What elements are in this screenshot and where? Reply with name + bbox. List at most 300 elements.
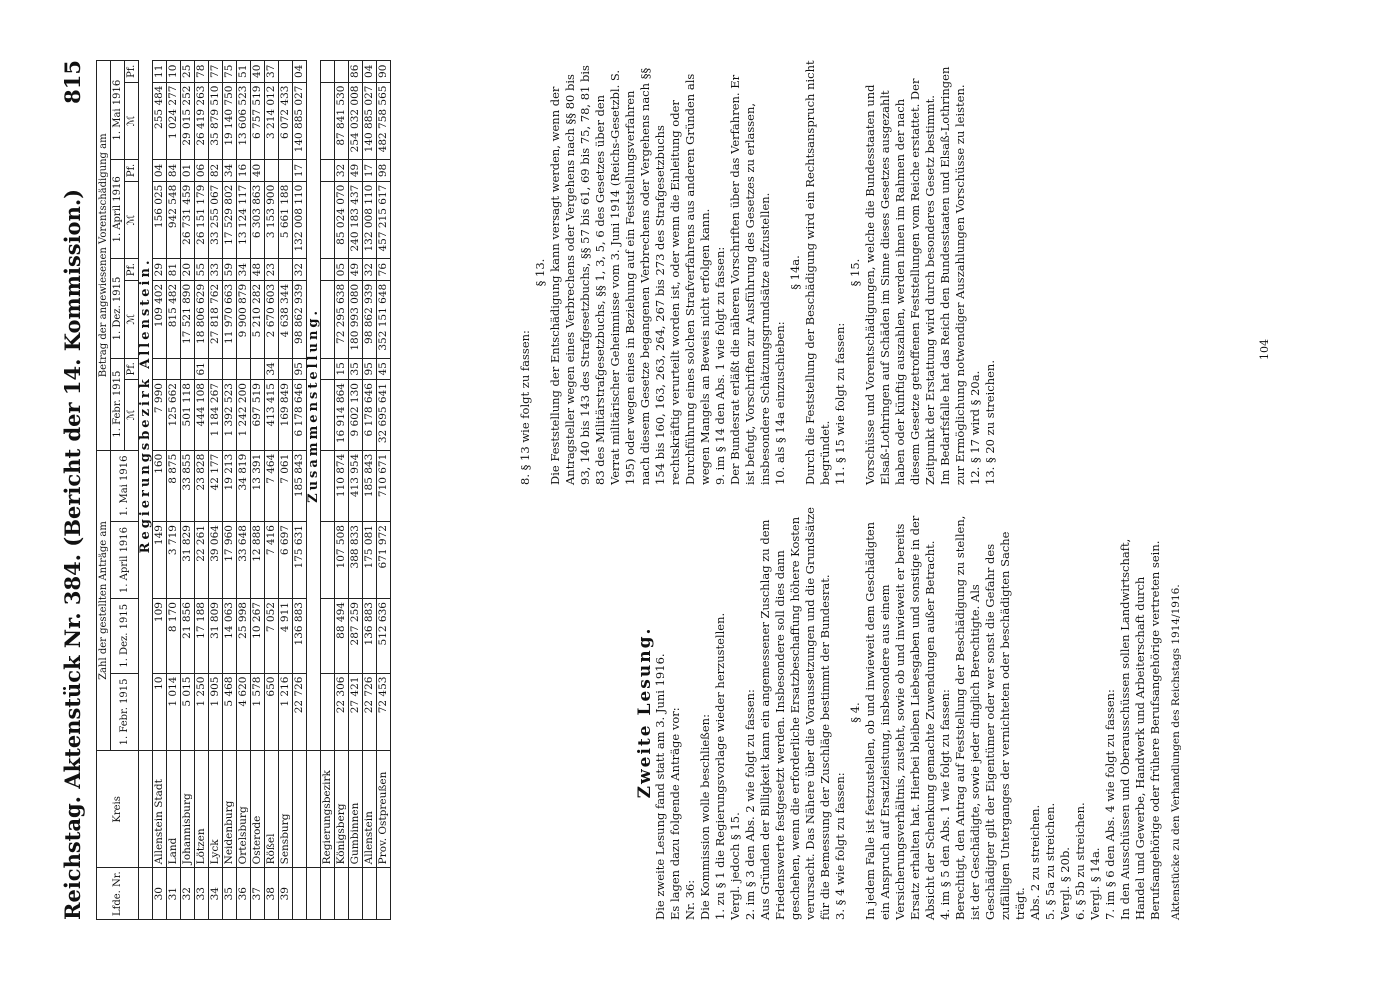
amount-pf-cell: 04 bbox=[363, 61, 377, 83]
row-kreis: Königsberg bbox=[335, 751, 349, 868]
group-a-header: Zahl der gestellten Anträge am bbox=[97, 450, 111, 751]
table-row bbox=[293, 61, 307, 920]
text-line: Der Bundesrat erläßt die näheren Vorschriften über das Verfahren. Er ist befugt, Vorschriften zur Ausführung des Gesetzes zu erlassen, insbesondere Schätzungsgrundsätze aufzustellen. bbox=[728, 74, 772, 485]
amount-mark-cell: 109 402 bbox=[153, 280, 167, 358]
table-row bbox=[349, 61, 363, 920]
amount-pf-cell: 10 bbox=[167, 61, 181, 83]
row-kreis: Land bbox=[167, 751, 181, 868]
date-header: 1. Febr. 1915 bbox=[111, 673, 139, 751]
count-cell: 7 464 bbox=[265, 450, 279, 521]
text-line: 12. § 17 wird § 20a. bbox=[968, 370, 982, 485]
table-row bbox=[251, 61, 265, 920]
row-kreis: Johannisburg bbox=[181, 751, 195, 868]
amount-mark-cell: 5 210 282 bbox=[251, 280, 265, 358]
count-cell: 42 177 bbox=[209, 450, 223, 521]
amount-mark-cell: 17 529 802 bbox=[223, 181, 237, 259]
row-kreis: Ortelsburg bbox=[237, 751, 251, 868]
amount-mark-cell: 1 392 523 bbox=[223, 380, 237, 451]
amount-mark-cell: 444 108 bbox=[195, 380, 209, 451]
amount-pf-cell: 32 bbox=[335, 160, 349, 181]
amount-mark-cell: 13 124 117 bbox=[237, 181, 251, 259]
count-cell: 10 267 bbox=[251, 599, 265, 673]
table-row bbox=[195, 61, 209, 920]
count-cell: 185 843 bbox=[293, 450, 307, 521]
amount-mark-cell: 942 548 bbox=[167, 181, 181, 259]
count-cell: 4 911 bbox=[279, 599, 293, 673]
text-line: Vergl. jedoch § 15. bbox=[728, 812, 742, 920]
empty-cell bbox=[321, 160, 335, 181]
count-cell: 19 213 bbox=[223, 450, 237, 521]
amount-pf-cell: 33 bbox=[209, 259, 223, 280]
row-kreis: Rößel bbox=[265, 751, 279, 868]
amount-pf-cell bbox=[209, 358, 223, 379]
page-number-top: 815 bbox=[60, 60, 85, 104]
amount-pf-cell bbox=[279, 160, 293, 181]
amount-mark-cell: 1 242 200 bbox=[237, 380, 251, 451]
amount-pf-cell: 34 bbox=[265, 358, 279, 379]
text-line: § 14a. bbox=[788, 255, 802, 290]
count-cell: 17 188 bbox=[195, 599, 209, 673]
amount-pf-cell: 01 bbox=[181, 160, 195, 181]
row-number bbox=[363, 868, 377, 920]
count-cell: 710 671 bbox=[377, 450, 391, 521]
count-cell: 8 170 bbox=[167, 599, 181, 673]
amount-pf-cell: 20 bbox=[181, 259, 195, 280]
date-header: 1. Mai 1916 bbox=[111, 450, 139, 521]
text-line: Berechtigt, den Antrag auf Feststellung der Beschädigung zu stellen, ist der Geschädigte, sowie jeder dinglich Berechtigte. Als Geschädigter gilt der Eigentümer oder wer sonst die Gefahr des zufälligen Unterganges der vernichteten oder beschädigten Sache trägt. bbox=[953, 515, 1027, 920]
table-row bbox=[167, 61, 181, 920]
empty-cell bbox=[321, 61, 335, 83]
amount-pf-cell: 77 bbox=[209, 61, 223, 83]
amount-pf-cell: 17 bbox=[293, 160, 307, 181]
text-line: 11. § 15 wie folgt zu fassen: bbox=[833, 322, 847, 485]
amount-mark-cell: 35 879 510 bbox=[209, 82, 223, 160]
amount-mark-cell: 352 151 648 bbox=[377, 280, 391, 358]
row-number: 39 bbox=[279, 868, 293, 920]
empty-cell bbox=[321, 280, 335, 358]
text-line: Nr. 36: bbox=[683, 879, 697, 920]
amount-mark-cell: 6 757 519 bbox=[251, 82, 265, 160]
amount-pf-cell: 34 bbox=[237, 259, 251, 280]
amount-pf-cell: 75 bbox=[223, 61, 237, 83]
count-cell: 1 250 bbox=[195, 673, 209, 751]
sum-header: Regierungsbezirk bbox=[321, 751, 335, 868]
table-row bbox=[181, 61, 195, 920]
amount-pf-cell bbox=[153, 358, 167, 379]
row-number: 32 bbox=[181, 868, 195, 920]
amount-pf-cell: 29 bbox=[153, 259, 167, 280]
amount-mark-cell: 72 295 638 bbox=[335, 280, 349, 358]
count-cell: 7 052 bbox=[265, 599, 279, 673]
right-column bbox=[518, 60, 998, 485]
count-cell: 33 648 bbox=[237, 522, 251, 599]
count-cell: 22 261 bbox=[195, 522, 209, 599]
amount-pf-cell: 35 bbox=[349, 358, 363, 379]
amount-mark-cell: 29 015 252 bbox=[181, 82, 195, 160]
count-cell: 22 726 bbox=[363, 673, 377, 751]
amount-mark-cell: 6 178 646 bbox=[363, 380, 377, 451]
count-cell: 1 216 bbox=[279, 673, 293, 751]
count-cell: 136 883 bbox=[363, 599, 377, 673]
count-cell: 287 259 bbox=[349, 599, 363, 673]
text-line: § 15. bbox=[848, 258, 862, 287]
unit-m: ℳ bbox=[125, 380, 139, 451]
table-row bbox=[237, 61, 251, 920]
count-cell: 10 bbox=[153, 673, 167, 751]
row-number: 36 bbox=[237, 868, 251, 920]
amount-mark-cell: 9 602 130 bbox=[349, 380, 363, 451]
amount-pf-cell: 86 bbox=[349, 61, 363, 83]
count-cell: 175 631 bbox=[293, 522, 307, 599]
date-header: 1. Dez. 1915 bbox=[111, 599, 139, 673]
amount-pf-cell: 95 bbox=[363, 358, 377, 379]
unit-pf: Pf. bbox=[125, 358, 139, 379]
amount-pf-cell: 49 bbox=[349, 160, 363, 181]
row-kreis: Allenstein bbox=[363, 751, 377, 868]
empty-cell bbox=[321, 259, 335, 280]
count-cell: 650 bbox=[265, 673, 279, 751]
amount-mark-cell: 19 140 750 bbox=[223, 82, 237, 160]
text-line: 10. als § 14a einzuschieben: bbox=[773, 321, 787, 485]
amount-pf-cell bbox=[279, 259, 293, 280]
amount-mark-cell: 1 024 277 bbox=[167, 82, 181, 160]
amount-pf-cell: 55 bbox=[195, 259, 209, 280]
amount-mark-cell: 1 184 267 bbox=[209, 380, 223, 451]
amount-pf-cell: 32 bbox=[293, 259, 307, 280]
row-number bbox=[321, 868, 335, 920]
row-number bbox=[293, 868, 307, 920]
amount-mark-cell: 482 758 565 bbox=[377, 82, 391, 160]
unit-pf: Pf. bbox=[125, 160, 139, 181]
count-cell: 88 494 bbox=[335, 599, 349, 673]
amount-pf-cell: 04 bbox=[293, 61, 307, 83]
amount-mark-cell: 9 900 879 bbox=[237, 280, 251, 358]
count-cell: 21 856 bbox=[181, 599, 195, 673]
empty-cell bbox=[321, 380, 335, 451]
amount-mark-cell: 98 862 939 bbox=[363, 280, 377, 358]
amount-pf-cell: 16 bbox=[237, 160, 251, 181]
amount-pf-cell: 98 bbox=[377, 160, 391, 181]
row-number bbox=[377, 868, 391, 920]
date-header: 1. April 1916 bbox=[111, 160, 125, 259]
section-title: Regierungsbezirk Allenstein. bbox=[138, 257, 153, 554]
amount-mark-cell: 240 183 437 bbox=[349, 181, 363, 259]
count-cell: 413 954 bbox=[349, 450, 363, 521]
amount-mark-cell: 125 662 bbox=[167, 380, 181, 451]
row-number: 34 bbox=[209, 868, 223, 920]
amount-pf-cell: 49 bbox=[349, 259, 363, 280]
date-header: 1. Febr. 1915 bbox=[111, 358, 125, 450]
empty-cell bbox=[321, 599, 335, 673]
text-line: 2. im § 3 den Abs. 2 wie folgt zu fassen: bbox=[743, 689, 757, 920]
amount-mark-cell: 7 990 bbox=[153, 380, 167, 451]
section-heading: Zweite Lesung. bbox=[635, 626, 655, 799]
table-row bbox=[279, 61, 293, 920]
text-line: Vergl. § 20b. bbox=[1058, 847, 1072, 920]
count-cell: 512 636 bbox=[377, 599, 391, 673]
amount-pf-cell: 15 bbox=[335, 358, 349, 379]
table-row bbox=[335, 61, 349, 920]
right-lines bbox=[518, 60, 998, 485]
text-line: Durch die Feststellung der Beschädigung wird ein Rechtsanspruch nicht begründet. bbox=[803, 60, 832, 485]
count-cell: 25 998 bbox=[237, 599, 251, 673]
empty-cell bbox=[321, 181, 335, 259]
amount-pf-cell bbox=[181, 358, 195, 379]
amount-pf-cell: 40 bbox=[251, 160, 265, 181]
amount-pf-cell: 76 bbox=[377, 259, 391, 280]
amount-pf-cell: 17 bbox=[363, 160, 377, 181]
text-line: In den Ausschüssen und Oberausschüssen sollen Landwirtschaft, Handel und Gewerbe, Handwerk und Arbeiterschaft durch Berufsangehörige oder frühere Berufsangehörige vertreten sein. bbox=[1118, 538, 1162, 920]
count-cell: 22 726 bbox=[293, 673, 307, 751]
unit-m: ℳ bbox=[125, 82, 139, 160]
page-header bbox=[60, 60, 94, 920]
count-cell: 34 819 bbox=[237, 450, 251, 521]
amount-pf-cell: 90 bbox=[377, 61, 391, 83]
text-line: Die Feststellung der Entschädigung kann versagt werden, wenn der Antragsteller wegen eines Verbrechens oder Vergehens nach §§ 80 bis 93, 140 bis 143 des Strafgesetzbuchs, §§ 57 bis 61, 69 bis 75, 78, 81 bis 83 des Militärstrafgesetzbuchs, §§ 1, 3, 5, 6 des Gesetzes über den Verrat militärischer Geheimnisse vom 3. Juni 1914 (Reichs-Gesetzbl. S. 195) oder wegen eines in Beziehung auf ein Feststellungsverfahren nach diesem Gesetze begangenen Verbrechens oder Vergehens nach §§ 154 bis 160, 163, 263, 264, 267 bis 273 des Strafgesetzbuchs rechtskräftig verurteilt worden ist, oder wenn die Einleitung oder Durchführung eines solchen Strafverfahrens aus anderen Gründen als wegen Mangels an Beweis nicht erfolgen kann. bbox=[548, 65, 712, 485]
text-line: Es lagen dazu folgende Anträge vor: bbox=[668, 707, 682, 920]
row-number: 35 bbox=[223, 868, 237, 920]
amount-mark-cell: 87 841 530 bbox=[335, 82, 349, 160]
section-title: Zusammenstellung. bbox=[306, 307, 321, 503]
amount-mark-cell: 6 303 863 bbox=[251, 181, 265, 259]
amount-pf-cell: 37 bbox=[265, 61, 279, 83]
footer-note: Aktenstücke zu den Verhandlungen des Reichstags 1914/1916. bbox=[1170, 584, 1182, 920]
amount-mark-cell: 2 670 603 bbox=[265, 280, 279, 358]
table-row bbox=[265, 61, 279, 920]
count-cell: 7 061 bbox=[279, 450, 293, 521]
amount-mark-cell: 501 118 bbox=[181, 380, 195, 451]
amount-pf-cell bbox=[279, 358, 293, 379]
count-cell: 6 697 bbox=[279, 522, 293, 599]
col-kreis-header: Kreis bbox=[97, 751, 139, 868]
empty-cell bbox=[321, 673, 335, 751]
text-line: Aus Gründen der Billigkeit kann ein angemessener Zuschlag zu dem Friedenswerte festgesetzt werden. Insbesondere soll dies dann geschehen, wenn die erforderliche Ersatzbeschaffung höhere Kosten verursacht. Das Nähere über die Voraussetzungen und die Grundsätze für die Bemessung der Zuschläge bestimmt der Bundesrat. bbox=[758, 507, 832, 920]
amount-pf-cell: 61 bbox=[195, 358, 209, 379]
amount-pf-cell: 95 bbox=[293, 358, 307, 379]
amount-pf-cell bbox=[223, 358, 237, 379]
amount-mark-cell: 140 885 027 bbox=[293, 82, 307, 160]
text-line: Vergl. § 14a. bbox=[1088, 847, 1102, 920]
count-cell: 1 578 bbox=[251, 673, 265, 751]
amount-mark-cell: 6 178 646 bbox=[293, 380, 307, 451]
text-line: 1. zu § 1 die Regierungsvorlage wieder herzustellen. bbox=[713, 612, 727, 920]
date-header: 1. Mai 1916 bbox=[111, 61, 125, 160]
amount-pf-cell: 51 bbox=[237, 61, 251, 83]
amount-mark-cell: 3 153 900 bbox=[265, 181, 279, 259]
date-header: 1. Dez. 1915 bbox=[111, 259, 125, 358]
amount-mark-cell: 132 008 110 bbox=[363, 181, 377, 259]
count-cell: 149 bbox=[153, 522, 167, 599]
amount-pf-cell: 81 bbox=[167, 259, 181, 280]
count-cell: 3 719 bbox=[167, 522, 181, 599]
count-cell: 31 829 bbox=[181, 522, 195, 599]
amount-mark-cell: 6 072 433 bbox=[279, 82, 293, 160]
amount-pf-cell bbox=[237, 358, 251, 379]
amount-pf-cell: 32 bbox=[363, 259, 377, 280]
row-kreis: Osterode bbox=[251, 751, 265, 868]
count-cell: 12 888 bbox=[251, 522, 265, 599]
count-cell: 388 833 bbox=[349, 522, 363, 599]
row-kreis: Allenstein Stadt bbox=[153, 751, 167, 868]
amount-pf-cell: 05 bbox=[335, 259, 349, 280]
amount-mark-cell: 3 214 012 bbox=[265, 82, 279, 160]
amount-pf-cell bbox=[265, 160, 279, 181]
count-cell: 107 508 bbox=[335, 522, 349, 599]
amount-pf-cell: 34 bbox=[223, 160, 237, 181]
amount-pf-cell bbox=[167, 358, 181, 379]
amount-pf-cell: 25 bbox=[181, 61, 195, 83]
count-cell: 31 809 bbox=[209, 599, 223, 673]
amount-mark-cell: 413 415 bbox=[265, 380, 279, 451]
amount-pf-cell: 40 bbox=[251, 61, 265, 83]
amount-mark-cell: 815 482 bbox=[167, 280, 181, 358]
amount-mark-cell: 32 695 641 bbox=[377, 380, 391, 451]
row-number: 37 bbox=[251, 868, 265, 920]
text-line: Im Bedarfsfalle hat das Reich den Bundesstaaten und Elsaß-Lothringen zur Ermöglichung notwendiger Auszahlungen Vorschüsse zu leisten. bbox=[938, 66, 967, 485]
count-cell: 4 620 bbox=[237, 673, 251, 751]
unit-m: ℳ bbox=[125, 280, 139, 358]
amount-mark-cell: 180 993 080 bbox=[349, 280, 363, 358]
count-cell: 23 828 bbox=[195, 450, 209, 521]
unit-m: ℳ bbox=[125, 181, 139, 259]
amount-mark-cell: 140 885 027 bbox=[363, 82, 377, 160]
row-kreis: Lyck bbox=[209, 751, 223, 868]
date-header: 1. April 1916 bbox=[111, 522, 139, 599]
amount-pf-cell: 48 bbox=[251, 259, 265, 280]
count-cell: 160 bbox=[153, 450, 167, 521]
row-kreis: Neidenburg bbox=[223, 751, 237, 868]
count-cell: 109 bbox=[153, 599, 167, 673]
amount-mark-cell: 254 032 008 bbox=[349, 82, 363, 160]
text-line: § 4. bbox=[848, 702, 862, 723]
count-cell: 1 014 bbox=[167, 673, 181, 751]
empty-cell bbox=[321, 522, 335, 599]
count-cell: 7 416 bbox=[265, 522, 279, 599]
amount-mark-cell: 156 025 bbox=[153, 181, 167, 259]
text-line: § 13. bbox=[533, 258, 547, 287]
left-lines bbox=[653, 505, 1163, 920]
row-number bbox=[335, 868, 349, 920]
count-cell: 14 063 bbox=[223, 599, 237, 673]
group-b-header: Betrag der angewiesenen Vorentschädigung am bbox=[97, 61, 111, 451]
amount-pf-cell: 59 bbox=[223, 259, 237, 280]
left-column bbox=[635, 505, 1184, 920]
row-number: 30 bbox=[153, 868, 167, 920]
amount-mark-cell: 169 849 bbox=[279, 380, 293, 451]
row-number: 38 bbox=[265, 868, 279, 920]
count-cell: 22 306 bbox=[335, 673, 349, 751]
empty-cell bbox=[321, 358, 335, 379]
count-cell: 33 855 bbox=[181, 450, 195, 521]
count-cell: 5 015 bbox=[181, 673, 195, 751]
text-line: 8. § 13 wie folgt zu fassen: bbox=[518, 330, 532, 485]
page-number-bottom: 104 bbox=[1258, 339, 1271, 360]
amount-mark-cell: 16 914 864 bbox=[335, 380, 349, 451]
row-kreis: Gumbinnen bbox=[349, 751, 363, 868]
text-line: 5. § 5a zu streichen. bbox=[1043, 802, 1057, 920]
amount-mark-cell: 26 731 459 bbox=[181, 181, 195, 259]
count-cell: 39 064 bbox=[209, 522, 223, 599]
amount-pf-cell bbox=[279, 61, 293, 83]
count-cell: 72 453 bbox=[377, 673, 391, 751]
amount-pf-cell bbox=[251, 358, 265, 379]
count-cell: 8 875 bbox=[167, 450, 181, 521]
count-cell: 175 081 bbox=[363, 522, 377, 599]
table-row bbox=[377, 61, 391, 920]
amount-mark-cell: 697 519 bbox=[251, 380, 265, 451]
unit-pf: Pf. bbox=[125, 61, 139, 83]
amount-mark-cell: 33 255 067 bbox=[209, 181, 223, 259]
amount-mark-cell: 132 008 110 bbox=[293, 181, 307, 259]
amount-mark-cell: 27 818 762 bbox=[209, 280, 223, 358]
text-line: 13. § 20 zu streichen. bbox=[983, 360, 997, 485]
col-nr-header: Lfde. Nr. bbox=[97, 868, 139, 920]
amount-pf-cell: 78 bbox=[195, 61, 209, 83]
amount-mark-cell: 5 661 188 bbox=[279, 181, 293, 259]
count-cell: 1 905 bbox=[209, 673, 223, 751]
amount-pf-cell: 23 bbox=[265, 259, 279, 280]
count-cell: 17 960 bbox=[223, 522, 237, 599]
amount-mark-cell: 11 970 663 bbox=[223, 280, 237, 358]
table-row bbox=[363, 61, 377, 920]
unit-pf: Pf. bbox=[125, 259, 139, 280]
table-body bbox=[139, 61, 391, 920]
count-cell: 5 468 bbox=[223, 673, 237, 751]
row-number bbox=[349, 868, 363, 920]
amount-pf-cell: 84 bbox=[167, 160, 181, 181]
amount-pf-cell: 11 bbox=[153, 61, 167, 83]
text-line: 3. § 4 wie folgt zu fassen: bbox=[833, 772, 847, 920]
text-line: 9. im § 14 den Abs. 1 wie folgt zu fassen: bbox=[713, 246, 727, 485]
amount-mark-cell: 255 484 bbox=[153, 82, 167, 160]
amount-mark-cell: 4 638 344 bbox=[279, 280, 293, 358]
table-row bbox=[209, 61, 223, 920]
empty-cell bbox=[321, 82, 335, 160]
text-line: Abs. 2 zu streichen. bbox=[1028, 804, 1042, 920]
count-cell: 13 391 bbox=[251, 450, 265, 521]
row-kreis: Prov. Ostpreußen bbox=[377, 751, 391, 868]
amount-mark-cell: 26 419 263 bbox=[195, 82, 209, 160]
text-line: 7. im § 6 den Abs. 4 wie folgt zu fassen: bbox=[1103, 689, 1117, 920]
count-cell: 671 972 bbox=[377, 522, 391, 599]
count-cell: 110 874 bbox=[335, 450, 349, 521]
text-line: 6. § 5b zu streichen. bbox=[1073, 802, 1087, 920]
amount-mark-cell: 26 151 179 bbox=[195, 181, 209, 259]
row-kreis: Sensburg bbox=[279, 751, 293, 868]
amount-mark-cell: 18 806 629 bbox=[195, 280, 209, 358]
empty-cell bbox=[321, 450, 335, 521]
text-line: Vorschüsse und Vorentschädigungen, welche die Bundesstaaten und Elsaß-Lothringen auf Schäden im Sinne dieses Gesetzes ausgezahlt haben oder künftig auszahlen, werden ihnen im Rahmen der nach diesem Gesetze getroffenen Feststellungen vom Reiche erstattet. Der Zeitpunkt der Erstattung wird durch besonderes Gesetz bestimmt. bbox=[863, 78, 937, 485]
row-number: 33 bbox=[195, 868, 209, 920]
amount-mark-cell: 13 606 523 bbox=[237, 82, 251, 160]
amount-pf-cell: 04 bbox=[153, 160, 167, 181]
row-kreis: Lötzen bbox=[195, 751, 209, 868]
text-line: Die zweite Lesung fand statt am 3. Juni 1916. bbox=[653, 653, 667, 920]
amount-pf-cell bbox=[335, 61, 349, 83]
text-line: Die Kommission wolle beschließen: bbox=[698, 714, 712, 920]
count-cell: 136 883 bbox=[293, 599, 307, 673]
text-line: In jedem Falle ist festzustellen, ob und inwieweit dem Geschädigten ein Anspruch auf Ersatzleistung, insbesondere aus einem Versicherungsverhältnis, zusteht, sowie ob und inwieweit er bereits Ersatz erhalten hat. Hierbei bleiben Liebesgaben und sonstige in der Absicht der Schenkung gemachte Zuwendungen außer Betracht. bbox=[863, 515, 937, 920]
table-row bbox=[223, 61, 237, 920]
row-kreis bbox=[293, 751, 307, 868]
amount-mark-cell: 17 521 890 bbox=[181, 280, 195, 358]
amount-mark-cell: 98 862 939 bbox=[293, 280, 307, 358]
data-table bbox=[96, 60, 391, 920]
table-row bbox=[153, 61, 167, 920]
count-cell: 185 843 bbox=[363, 450, 377, 521]
amount-mark-cell: 85 024 070 bbox=[335, 181, 349, 259]
amount-pf-cell: 06 bbox=[195, 160, 209, 181]
